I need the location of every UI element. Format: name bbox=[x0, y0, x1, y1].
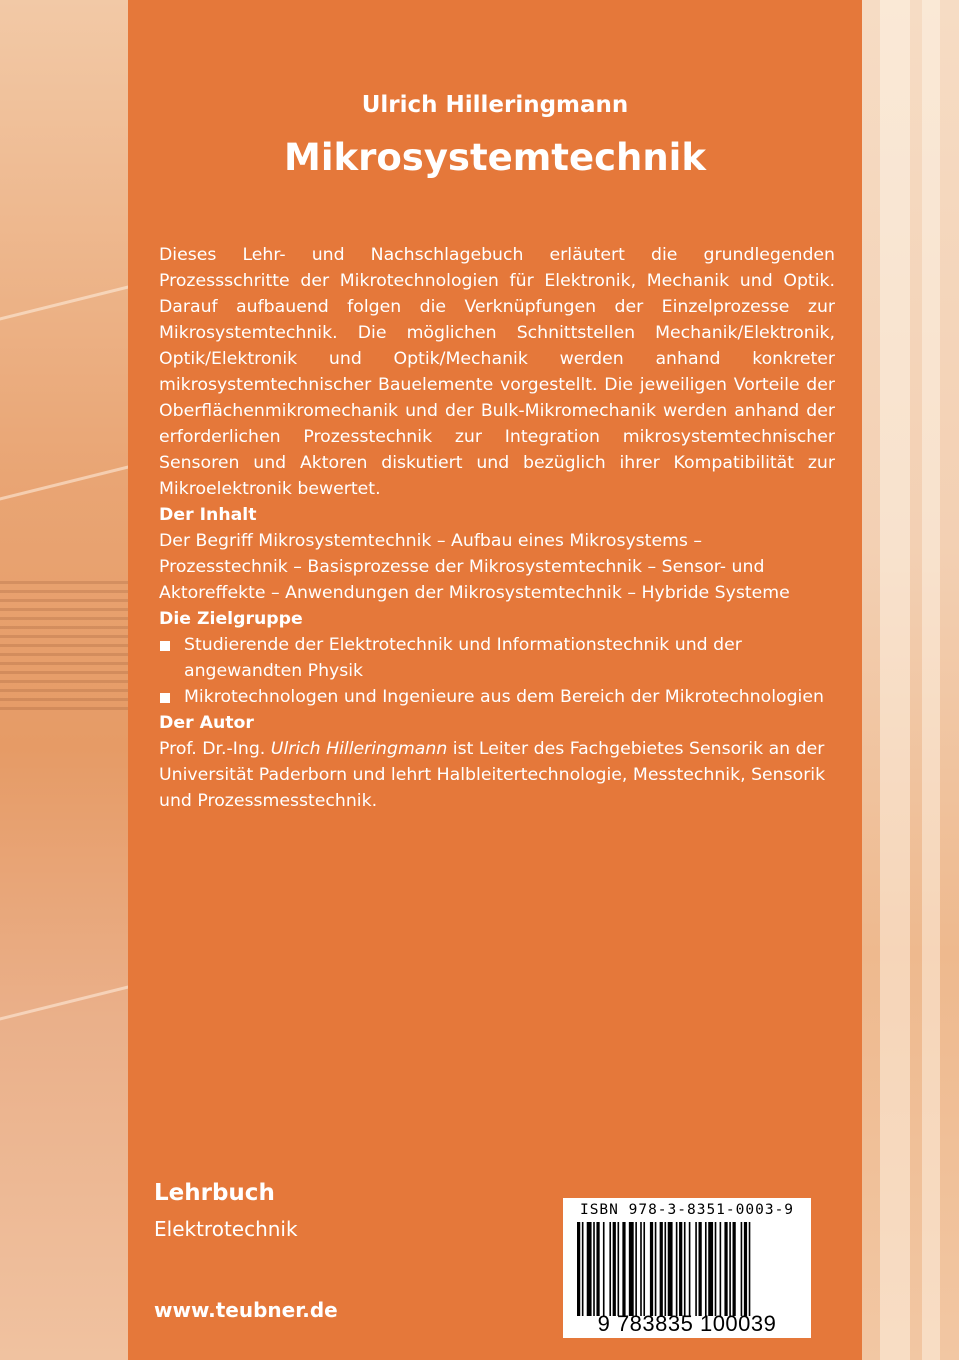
autor-heading: Der Autor bbox=[159, 713, 254, 733]
book-title: Mikrosystemtechnik bbox=[284, 136, 706, 179]
autor-suffix: ist Leiter des Fachgebietes Sensorik an der Universität Paderborn und lehrt Halbleitertechnologie, Messtechnik, Sensorik und Prozessmesstechnik. bbox=[159, 739, 826, 811]
description: Dieses Lehr- und Nachschlagebuch erläutert die grundlegenden Prozessschritte der Mikrotechnologien für Elektronik, Mechanik und Optik. Darauf aufbauend folgen die Verknüpfungen der Einzelprozesse zur Mikrosystemtechnik. Die möglichen Schnittstellen Mechanik/Elektronik, Optik/Elektronik und Optik/Mechanik werden anhand konkreter mikrosystemtechnischer Bauelemente vorgestellt. Die jeweiligen Vorteile der Oberflächenmikromechanik und der Bulk-Mikromechanik werden anhand der erforderlichen Prozesstechnik zur Integration mikrosystemtechnischer Sensoren und Aktoren diskutiert und bezüglich ihrer Kompatibilität zur Mikroelektronik bewertet. bbox=[159, 245, 835, 499]
barcode-bar bbox=[587, 1222, 592, 1316]
autor-text bbox=[159, 736, 835, 814]
square-bullet-icon bbox=[160, 693, 170, 703]
barcode bbox=[563, 1198, 811, 1338]
list-item bbox=[159, 632, 835, 684]
barcode-bar bbox=[618, 1222, 620, 1316]
barcode-bar bbox=[577, 1222, 580, 1316]
barcode-bar bbox=[650, 1222, 653, 1316]
barcode-bar bbox=[695, 1222, 697, 1316]
barcode-bar bbox=[613, 1222, 616, 1316]
inhalt-text: Der Begriff Mikrosystemtechnik – Aufbau eines Mikrosystems – Prozesstechnik – Basisprozesse der Mikrosystemtechnik – Sensor- und Aktoreffekte – Anwendungen der Mikrosystemtechnik – Hybride Systeme bbox=[159, 531, 790, 603]
barcode-bar bbox=[603, 1222, 605, 1316]
barcode-bar bbox=[640, 1222, 642, 1316]
barcode-bar bbox=[720, 1222, 722, 1316]
barcode-bar bbox=[660, 1222, 663, 1316]
back-cover-text bbox=[159, 242, 835, 814]
barcode-bar bbox=[629, 1222, 634, 1316]
list-item bbox=[159, 684, 835, 710]
barcode-bar bbox=[749, 1222, 751, 1316]
barcode-bars bbox=[577, 1222, 799, 1316]
subject-label: Elektrotechnik bbox=[154, 1217, 298, 1241]
author-name: Ulrich Hilleringmann bbox=[361, 92, 629, 118]
barcode-bar bbox=[679, 1222, 682, 1316]
series-label: Lehrbuch bbox=[154, 1180, 275, 1206]
barcode-bar bbox=[635, 1222, 637, 1316]
barcode-bar bbox=[741, 1222, 743, 1316]
barcode-bar bbox=[622, 1222, 625, 1316]
barcode-bar bbox=[733, 1222, 736, 1316]
barcode-bar bbox=[676, 1222, 678, 1316]
isbn-label: ISBN 978-3-8351-0003-9 bbox=[579, 1202, 795, 1218]
cover-panel bbox=[128, 0, 862, 1360]
zielgruppe-heading: Die Zielgruppe bbox=[159, 609, 303, 629]
barcode-bar bbox=[708, 1222, 713, 1316]
barcode-bar bbox=[715, 1222, 717, 1316]
square-bullet-icon bbox=[160, 641, 170, 651]
light-bar bbox=[880, 0, 910, 1360]
list-item-text: Studierende der Elektrotechnik und Informationstechnik und der angewandten Physik bbox=[184, 635, 742, 681]
publisher-url: www.teubner.de bbox=[154, 1298, 338, 1322]
background-grid bbox=[0, 580, 128, 710]
barcode-bar bbox=[664, 1222, 666, 1316]
zielgruppe-list bbox=[159, 632, 835, 710]
barcode-bar bbox=[593, 1222, 595, 1316]
barcode-bar bbox=[643, 1222, 645, 1316]
barcode-bar bbox=[668, 1222, 673, 1316]
autor-name: Ulrich Hilleringmann bbox=[270, 739, 448, 759]
barcode-bar bbox=[582, 1222, 584, 1316]
barcode-bar bbox=[609, 1222, 611, 1316]
barcode-bar bbox=[729, 1222, 731, 1316]
light-bar bbox=[922, 0, 940, 1360]
left-background bbox=[0, 0, 128, 1360]
barcode-number: 9 783835 100039 bbox=[597, 1311, 777, 1336]
barcode-bar bbox=[655, 1222, 657, 1316]
right-background bbox=[862, 0, 959, 1360]
barcode-bar bbox=[699, 1222, 702, 1316]
barcode-bar bbox=[705, 1222, 707, 1316]
autor-prefix: Prof. Dr.-Ing. bbox=[159, 739, 271, 759]
barcode-bar bbox=[596, 1222, 599, 1316]
barcode-bar bbox=[684, 1222, 686, 1316]
barcode-bar bbox=[689, 1222, 691, 1316]
list-item-text: Mikrotechnologen und Ingenieure aus dem Bereich der Mikrotechnologien bbox=[184, 687, 824, 707]
barcode-bar bbox=[744, 1222, 747, 1316]
inhalt-heading: Der Inhalt bbox=[159, 505, 257, 525]
barcode-bar bbox=[724, 1222, 727, 1316]
